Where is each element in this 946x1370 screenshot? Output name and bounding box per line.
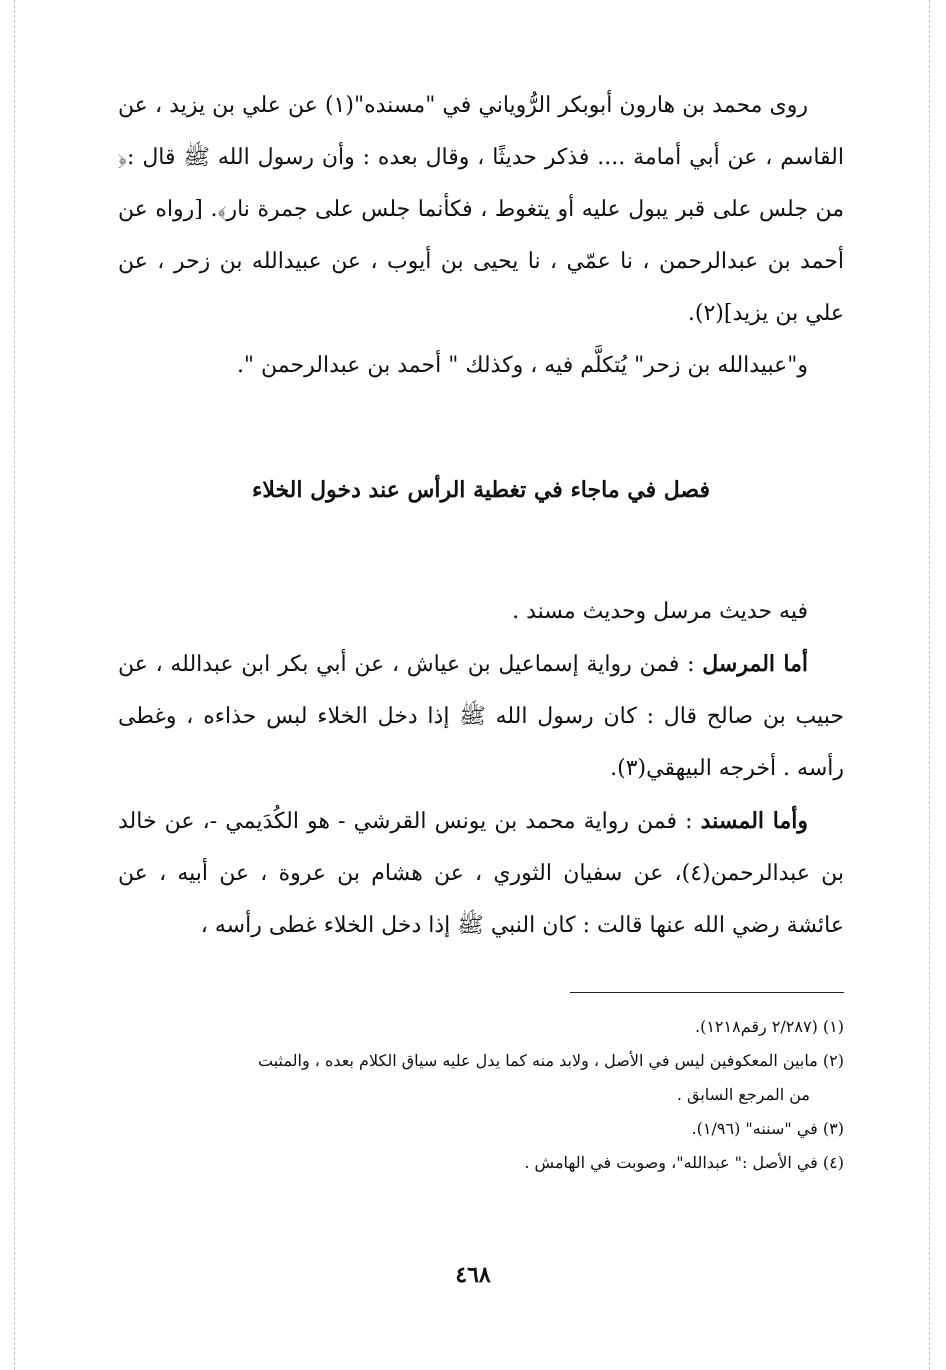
margin-guide-left	[14, 0, 15, 1370]
paragraph-narrator-note: و"عبيدالله بن زحر" يُتكلَّم فيه ، وكذلك " أحمد بن عبدالرحمن ".	[236, 353, 808, 378]
section-heading: فصل في ماجاء في تغطية الرأس عند دخول الخلاء	[251, 477, 711, 503]
mursal-text: : فمن رواية إسماعيل بن عياش ، عن أبي بكر ابن عبدالله ، عن حبيب بن صالح قال : كان رسول الله ﷺ إذا دخل الخلاء لبس حذاءه ، وغطى رأسه . أخرجه البيهقي(٣).	[118, 652, 845, 781]
paragraph-musnad	[118, 795, 844, 952]
footnote-2-continued: من المرجع السابق .	[676, 1085, 810, 1104]
footnotes	[118, 1010, 844, 1180]
paragraph-intro: فيه حديث مرسل وحديث مسند .	[512, 599, 808, 624]
footnote-1: (١) (٢/٢٨٧ رقم١٢١٨).	[695, 1017, 844, 1036]
musnad-text: : فمن رواية محمد بن يونس القرشي - هو الكُدَيمي -، عن خالد بن عبدالرحمن(٤)، عن سفيان الثوري ، عن هشام بن عروة ، عن أبيه ، عن عائشة رضي الله عنها قالت : كان النبي ﷺ إذا دخل الخلاء غطى رأسه ،	[118, 809, 845, 938]
paragraph-ruyani-narration: روى محمد بن هارون أبوبكر الرُّوياني في "مسنده"(١) عن علي بن يزيد ، عن القاسم ، عن أبي أمامة .... فذكر حديثًا ، وقال بعده : وأن رسول الله ﷺ قال :﴿ من جلس على قبر يبول عليه أو يتغوط ، فكأنما جلس على جمرة نار﴾. [رواه عن أحمد بن عبدالرحمن ، نا عمّي ، نا يحيى بن أيوب ، عن عبيدالله بن زحر ، عن علي بن يزيد](٢).	[118, 93, 844, 326]
margin-guide-right	[929, 0, 930, 1370]
main-text	[118, 80, 844, 952]
paragraph-mursal	[118, 638, 844, 795]
footnote-separator	[570, 992, 844, 993]
mursal-lead: أما المرسل	[702, 651, 808, 677]
footnote-3: (٣) في "سننه" (١/٩٦).	[691, 1119, 844, 1138]
musnad-lead: وأما المسند	[700, 808, 808, 834]
footnote-4: (٤) في الأصل :" عبدالله"، وصوبت في الهامش .	[524, 1153, 844, 1172]
page-number: ٤٦٨	[455, 1262, 491, 1288]
footnote-2: (٢) مابين المعكوفين ليس في الأصل ، ولابد منه كما يدل عليه سياق الكلام بعده ، والمثبت	[258, 1051, 844, 1070]
